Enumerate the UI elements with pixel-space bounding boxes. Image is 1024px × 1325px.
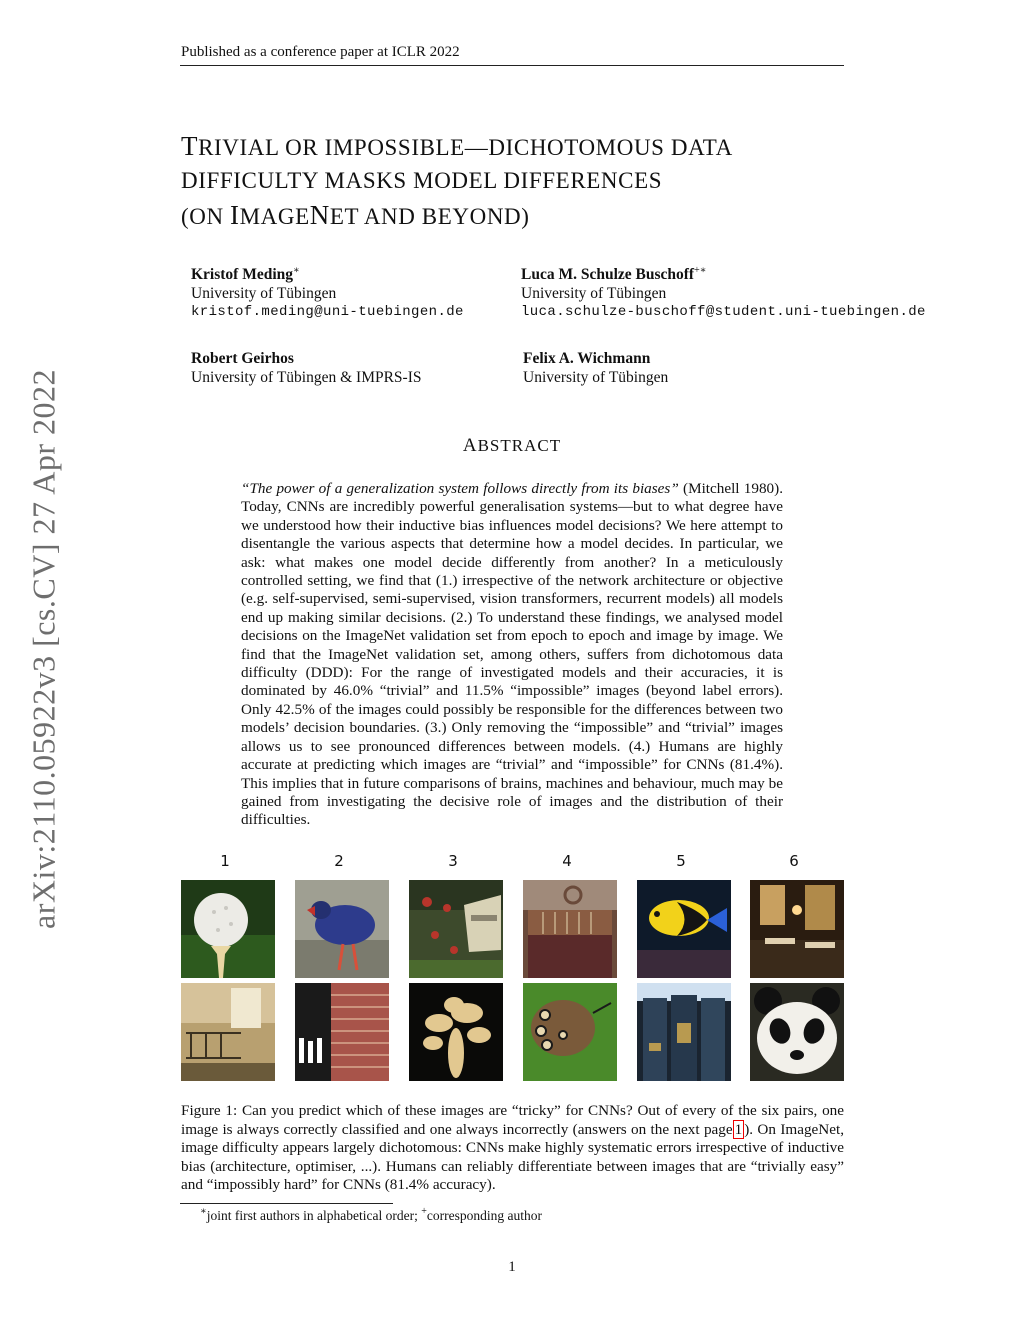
- abstract-heading: ABSTRACT: [462, 435, 562, 456]
- figure-pair-number: 4: [562, 852, 572, 870]
- figure-pair-number: 2: [334, 852, 344, 870]
- author-name: Kristof Meding: [191, 266, 294, 283]
- figure-pair-number: 3: [448, 852, 458, 870]
- coral-image: [409, 983, 503, 1081]
- abstract-text: “The power of a generalization system follows directly from its biases” (Mitchell 1980). Today, CNNs are incredibly powerful generalisation systems—but to what degree have we understood how their inductive bias influences model decisions? We here attempt to disentangle the various aspects that determine how a model decides. In particular, we ask: what makes one model decide differently from another? In a meticulously controlled setting, we find that (1.) irrespective of the network architecture or objective (e.g. self-supervised, semi-supervised, vision transformers, recurrent models) all models end up making similar decisions. (2.) To understand these findings, we analysed model decisions on the ImageNet validation set from epoch to epoch and image by image. We find that the ImageNet validation set, among others, suffers from dichotomous data difficulty (DDD): For the range of investigated models and their accuracies, it is dominated by 46.0% “trivial” and 11.5% “impossible” images (beyond label errors). Only 42.5% of the images could possibly be responsible for the differences between two models’ decision boundaries. (3.) Only removing the “impossible” and “trivial” images allows us to see pronounced differences between models. (4.) Humans are highly accurate at predicting which images are “trivial” and “impossible” for CNNs (81.4%). This implies that in future comparisons of brains, machines and behaviour, much may be gained from investigating the decisive role of images and the distribution of their difficulties.: [241, 480, 783, 829]
- author-name: Luca M. Schulze Buschoff: [521, 266, 695, 283]
- arxiv-stamp: arXiv:2110.05922v3 [cs.CV] 27 Apr 2022: [25, 369, 62, 929]
- figure-pair-number: 1: [220, 852, 230, 870]
- figure-caption: Figure 1: Can you predict which of these images are “tricky” for CNNs? Out of every of the six pairs, one image is always correctly classified and one always incorrectly (answers on the next page 1 ). On ImageNet, image difficulty appears largely dichotomous: CNNs make highly systematic errors irrespective of inductive bias (architecture, optimiser, ...). Humans can reliably differentiate between images that are “trivially easy” and “impossibly hard” for CNNs (81.4% accuracy).: [181, 1102, 845, 1194]
- header-rule: [180, 65, 844, 66]
- footnote: ∗joint first authors in alphabetical order; +corresponding author: [200, 1206, 542, 1223]
- author-block: Kristof Meding∗ University of Tübingen kristof.meding@uni-tuebingen.de: [191, 265, 464, 320]
- figure-pair-number: 5: [676, 852, 686, 870]
- author-block: Luca M. Schulze Buschoff+∗ University of Tübingen luca.schulze-buschoff@student.uni-tuebingen.de: [521, 265, 926, 320]
- bird-image: [295, 880, 389, 978]
- author-affiliation: University of Tübingen: [523, 369, 669, 386]
- wooden-furniture-image: [523, 880, 617, 978]
- paper-title-line-3: (ON IMAGENET AND BEYOND): [181, 200, 530, 230]
- page-number: 1: [508, 1259, 516, 1275]
- author-affiliation: University of Tübingen: [191, 285, 337, 302]
- paper-title-line-2: DIFFICULTY MASKS MODEL DIFFERENCES: [181, 168, 663, 193]
- golf-ball-image: [181, 880, 275, 978]
- abstract-quote: “The power of a generalization system follows directly from its biases”: [241, 480, 679, 497]
- footnote-reference-link[interactable]: 1: [734, 1120, 743, 1138]
- figures-boat-image: [409, 880, 503, 978]
- author-affiliation: University of Tübingen: [521, 285, 667, 302]
- author-affiliation: University of Tübingen & IMPRS-IS: [191, 369, 422, 386]
- author-block: [523, 349, 668, 387]
- author-email: kristof.meding@uni-tuebingen.de: [191, 304, 464, 320]
- footnote-rule: [180, 1203, 393, 1204]
- figure-pair-number: 6: [789, 852, 799, 870]
- interior-railing-image: [181, 983, 275, 1081]
- restaurant-image: [750, 880, 844, 978]
- panda-image: [750, 983, 844, 1081]
- author-name: Felix A. Wichmann: [523, 350, 651, 367]
- running-header: Published as a conference paper at ICLR 2022: [181, 44, 460, 60]
- author-email: luca.schulze-buschoff@student.uni-tuebingen.de: [521, 304, 926, 320]
- author-name: Robert Geirhos: [191, 350, 294, 367]
- author-block: [191, 349, 422, 387]
- tropical-fish-image: [637, 880, 731, 978]
- paper-title-line-1: TRIVIAL OR IMPOSSIBLE—DICHOTOMOUS DATA: [181, 131, 733, 161]
- butterfly-image: [523, 983, 617, 1081]
- brick-wall-image: [295, 983, 389, 1081]
- books-image: [637, 983, 731, 1081]
